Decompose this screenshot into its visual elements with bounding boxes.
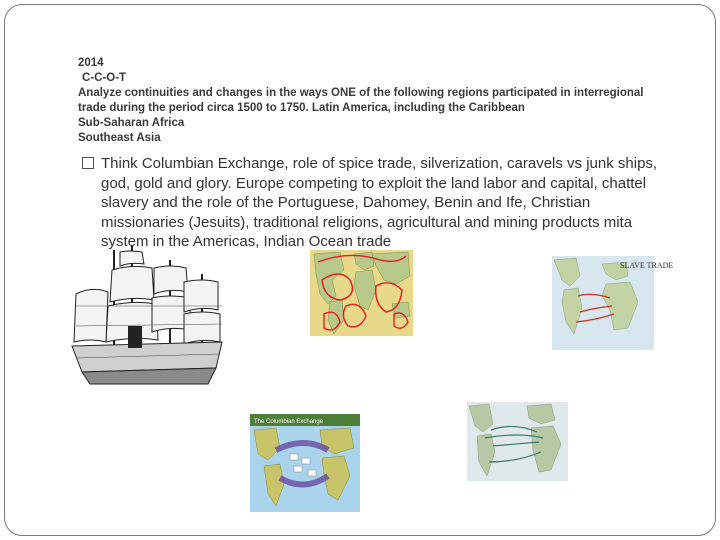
year-label: 2014 bbox=[78, 57, 104, 69]
question-code: C-C-O-T bbox=[82, 72, 127, 84]
columbian-exchange-map-image bbox=[250, 414, 360, 512]
bullet-text: Think Columbian Exchange, role of spice trade, silverization, caravels vs junk ships, god, gold and glory. Europe competing to exploit the land labor and capital, chattel slavery and the role of the Portuguese, Dahomey, Benin and Ife, Christian missionaries (Jesuits), traditional religions, agricultural and mining products mita system in the Americas, Indian Ocean trade bbox=[101, 155, 658, 250]
slave-trade-title: SLAVE TRADE bbox=[620, 261, 674, 270]
region-sub-saharan-africa: Sub-Saharan Africa bbox=[78, 117, 185, 129]
slave-trade-map-image bbox=[552, 256, 674, 350]
bullet-item bbox=[82, 154, 672, 250]
bullet-box-icon bbox=[82, 157, 94, 169]
trade-routes-map-image bbox=[310, 250, 413, 336]
question-header bbox=[78, 56, 678, 146]
region-southeast-asia: Southeast Asia bbox=[78, 132, 161, 144]
exchange-title: The Columbian Exchange bbox=[254, 419, 324, 425]
prompt-line-2: trade during the period circa 1500 to 1750. Latin America, including the Caribbean bbox=[78, 102, 525, 114]
caravel-ship-image bbox=[72, 246, 226, 386]
atlantic-routes-map-image bbox=[467, 402, 568, 481]
prompt-line-1: Analyze continuities and changes in the ways ONE of the following regions participated in interregional bbox=[78, 87, 644, 99]
